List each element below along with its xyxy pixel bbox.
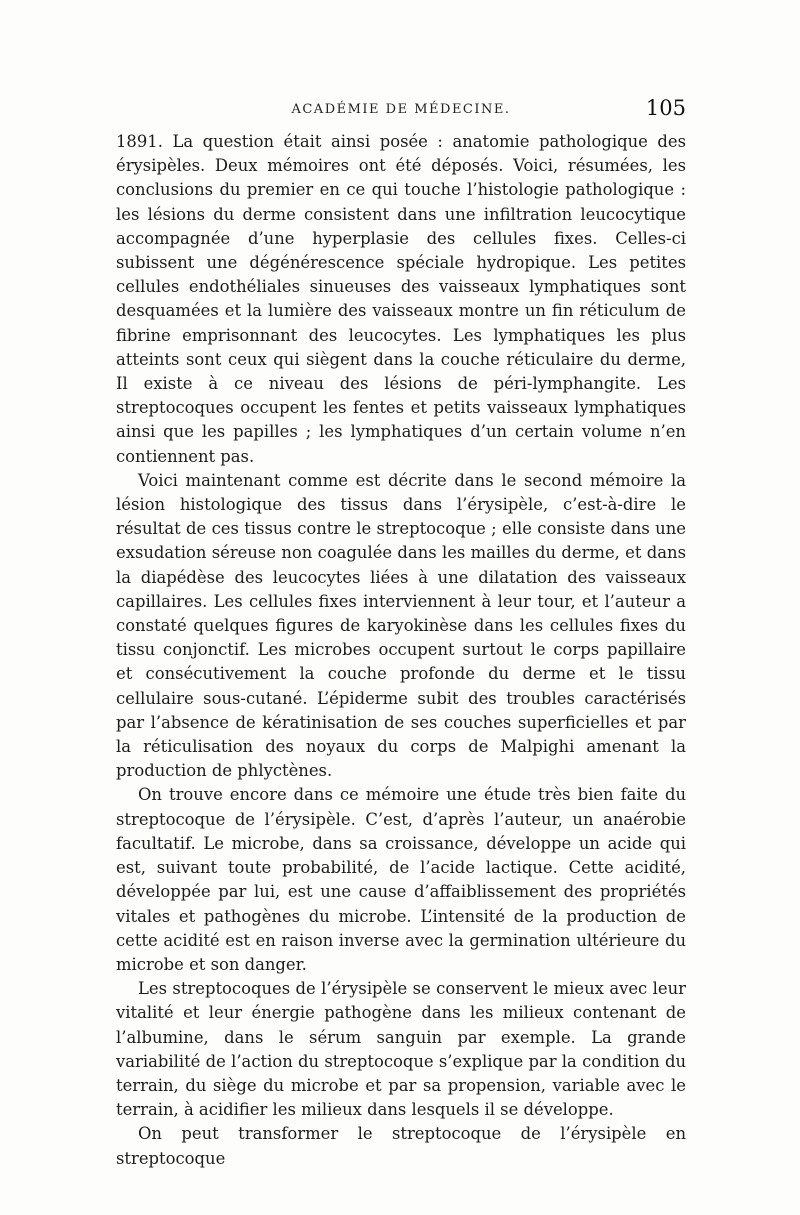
paragraph-2: Voici maintenant comme est décrite dans le second mémoire la lésion histologique des tissus dans l’érysipèle, c’est-à-dire le résultat de ces tissus contre le streptocoque ; elle consiste dans une exsudation séreuse non coagulée dans les mailles du derme, et dans la diapédèse des leucocytes liées à une dilatation des vaisseaux capillaires. Les cellules fixes interviennent à leur tour, et l’auteur a constaté quelques figures de karyokinèse dans les cellules fixes du tissu conjonctif. Les microbes occupent surtout le corps papillaire et consécutivement la couche profonde du derme et le tissu cellulaire sous-cutané. L’épiderme subit des troubles caractérisés par l’absence de kératinisation de ses couches superficielles et par la réticulisation des noyaux du corps de Malpighi amenant la production de phlyctènes. [116, 470, 686, 781]
page-number: 105 [645, 96, 686, 120]
paragraph-4: Les streptocoques de l’érysipèle se conservent le mieux avec leur vitalité et leur énergie pathogène dans les milieux contenant de l’albumine, dans le sérum sanguin par exemple. La grande variabilité de l’action du streptocoque s’explique par la condition du terrain, du siège du microbe et par sa propension, variable avec le terrain, à acidifier les milieux dans lesquels il se développe. [116, 979, 686, 1120]
running-head [116, 96, 686, 124]
running-title: ACADÉMIE DE MÉDECINE. [291, 102, 511, 117]
paragraph-3: On trouve encore dans ce mémoire une étude très bien faite du streptocoque de l’érysipèle. C’est, d’après l’auteur, un anaérobie facultatif. Le microbe, dans sa croissance, développe un acide qui est, suivant toute probabilité, de l’acide lactique. Cette acidité, développée par lui, est une cause d’affaiblissement des propriétés vitales et pathogènes du microbe. L’intensité de la production de cette acidité est en raison inverse avec la germination ultérieure du microbe et son danger. [116, 785, 686, 974]
paragraph-5: On peut transformer le streptocoque de l’érysipèle en streptocoque [116, 1124, 686, 1168]
body-text [116, 130, 686, 1171]
paragraph-1: 1891. La question était ainsi posée : anatomie pathologique des érysipèles. Deux mémoires ont été déposés. Voici, résumées, les conclusions du premier en ce qui touche l’histologie pathologique : les lésions du derme consistent dans une infiltration leucocytique accompagnée d’une hyperplasie des cellules fixes. Celles-ci subissent une dégénérescence spéciale hydropique. Les petites cellules endothéliales sinueuses des vaisseaux lymphatiques sont desquamées et la lumière des vaisseaux montre un fin réticulum de fibrine emprisonnant des leucocytes. Les lymphatiques les plus atteints sont ceux qui siègent dans la couche réticulaire du derme, Il existe à ce niveau des lésions de péri-lymphangite. Les streptocoques occupent les fentes et petits vaisseaux lymphatiques ainsi que les papilles ; les lymphatiques d’un certain volume n’en contiennent pas. [116, 132, 686, 466]
